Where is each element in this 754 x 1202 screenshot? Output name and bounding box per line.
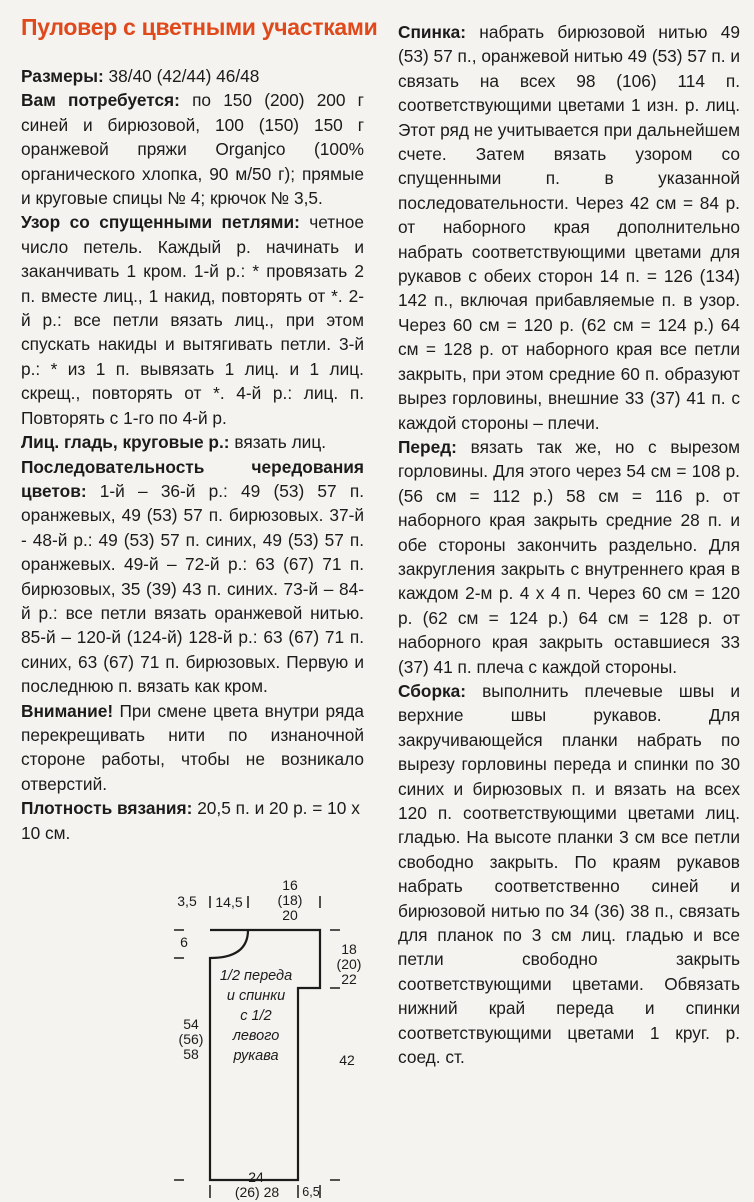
- page-title: Пуловер с цветными участками: [21, 14, 378, 40]
- materials-text: по 150 (200) 200 г синей и бирюзовой, 100 (150) 150 г оранжевой пряжи Organjco (100% органического хлопка, 90 м/50 г); прямые и круговые спицы № 4; крючок № 3,5.: [21, 90, 364, 209]
- stockinette-label: Лиц. гладь, круговые р.:: [21, 432, 230, 453]
- piece-label-4: левого: [232, 1028, 280, 1044]
- stockinette-paragraph: [21, 430, 364, 454]
- body-height-label: 42: [339, 1052, 355, 1068]
- neck-width-label: 14,5: [215, 894, 243, 910]
- pattern-label: Узор со спущенными петлями:: [21, 212, 300, 233]
- color-sequence-label: Последовательность чередования цветов:: [21, 456, 364, 501]
- sizes-text: 38/40 (42/44) 46/48: [103, 66, 260, 86]
- piece-label-2: и спинки: [226, 988, 286, 1004]
- sleeve-height-3: 22: [341, 971, 357, 987]
- materials-paragraph: [21, 88, 364, 210]
- back-label: Спинка:: [398, 22, 466, 42]
- density-text: 20,5 п. и 20 р. = 10 х 10 см.: [21, 798, 360, 843]
- piece-label-1: 1/2 переда: [219, 968, 293, 984]
- materials-label: Вам потребуется:: [21, 90, 180, 111]
- sleeve-cuff-label: 6,5: [302, 1185, 320, 1199]
- density-label: Плотность вязания:: [21, 798, 193, 819]
- attention-label: Внимание!: [21, 700, 114, 721]
- sleeve-height-1: 18: [341, 941, 357, 957]
- back-paragraph: [398, 20, 740, 435]
- stockinette-text: вязать лиц.: [229, 432, 327, 453]
- attention-paragraph: [21, 699, 364, 797]
- attention-text: При смене цвета внутри ряда перекрещивать нити по изнаночной стороне работы, чтобы не возникало отверстий.: [21, 700, 364, 794]
- assembly-paragraph: [398, 679, 740, 1070]
- bottom-width-2: (26) 28: [234, 1184, 280, 1200]
- assembly-label: Сборка:: [398, 680, 467, 701]
- right-column: [398, 20, 740, 1069]
- shoulder-width-3: 20: [282, 907, 298, 923]
- pattern-paragraph: [21, 210, 364, 430]
- sizes-label: Размеры:: [21, 66, 104, 86]
- total-height-2: (56): [178, 1031, 204, 1047]
- color-sequence-paragraph: [21, 455, 364, 699]
- piece-label-3: с 1/2: [240, 1008, 272, 1024]
- front-label: Перед:: [398, 436, 457, 457]
- density-paragraph: [21, 796, 361, 845]
- bottom-width-1: 24: [248, 1169, 264, 1185]
- color-sequence-text: 1-й – 36-й р.: 49 (53) 57 п. оранжевых, 49 (53) 57 п. бирюзовых. 37-й - 48-й р.: 49 (53) 57 п. синих, 49 (53) 57 п. оранжевых. 49-й – 72-й р.: 63 (67) 71 п. бирюзовых, 35 (39) 43 п. синих. 73-й – 84-й р.: все петли вязать оранжевой нитью. 85-й – 120-й (124-й) 128-й р.: 63 (67) 71 п. синих, 63 (67) 71 п. бирюзовых. Первую и последнюю п. вязать как кром.: [21, 480, 364, 697]
- sizes-paragraph: [21, 64, 364, 88]
- shoulder-width-2: (18): [277, 892, 303, 908]
- neck-depth-label: 6: [180, 934, 188, 950]
- pattern-schematic: [160, 870, 380, 1200]
- pattern-text: четное число петель. Каждый р. начинать и заканчивать 1 кром. 1-й р.: * провязать 2 п. вместе лиц., 1 накид, повторять от *. 2-й р.: все петли вязать лиц., при этом спускать накиды и вытягивать петли. 3-й р.: * из 1 п. вывязать 1 лиц. и 1 лиц. скрещ., повторять от *. 4-й р.: лиц. п. Повторять с 1-го по 4-й р.: [21, 212, 364, 428]
- shoulder-width-1: 16: [282, 877, 298, 893]
- piece-label-5: рукава: [233, 1048, 279, 1064]
- sleeve-height-2: (20): [336, 956, 362, 972]
- neck-offset-label: 3,5: [177, 893, 197, 909]
- front-paragraph: [398, 435, 740, 679]
- assembly-text: выполнить плечевые швы и верхние швы рукавов. Для закручивающейся планки набрать по вырезу горловины переда и спинки по 30 синих и бирюзовых п. и вязать на всех 120 п. соответствующими цветами лиц. гладью. На высоте планки 3 см все петли свободно закрыть. По краям рукавов набрать соответственно синей и бирюзовой нитью по 34 (36) 38 п., связать для планок по 3 см лиц. гладью и все петли свободно закрыть соответствующими цветами. Обвязать нижний край переда и спинки соответствующими цветами 1 круг. р. соед. ст.: [398, 680, 740, 1068]
- front-text: вязать так же, но с вырезом горловины. Для этого через 54 см = 108 р. (56 см = 112 р.) 58 см = 116 р. от наборного края закрыть средние 28 п. и обе стороны закончить раздельно. Для закругления закрыть с внутреннего края в каждом 2-м р. 4 х 4 п. Через 60 см = 120 р. (62 см = 124 р.) 64 см = 128 р. от наборного края закрыть оставшиеся 33 (37) 41 п. плеча с каждой стороны.: [398, 436, 740, 677]
- back-text: набрать бирюзовой нитью 49 (53) 57 п., оранжевой нитью 49 (53) 57 п. и связать на всех 98 (106) 114 п. соответствующими цветами 1 изн. р. лиц. Этот ряд не учитывается при дальнейшем счете. Затем вязать узором со спущенными п. в указанной последовательности. Через 42 см = 84 р. от наборного края дополнительно набрать соответствующими цветами для рукавов с обеих сторон 14 п. = 126 (134) 142 п., включая прибавляемые п. в узор. Через 60 см = 120 р. (62 см = 124 р.) 64 см = 128 р. от наборного края все петли закрыть, при этом средние 60 п. образуют вырез горловины, внешние 33 (37) 41 п. с каждой стороны – плечи.: [398, 22, 740, 433]
- total-height-3: 58: [183, 1046, 199, 1062]
- total-height-1: 54: [183, 1016, 199, 1032]
- left-column: [21, 64, 364, 845]
